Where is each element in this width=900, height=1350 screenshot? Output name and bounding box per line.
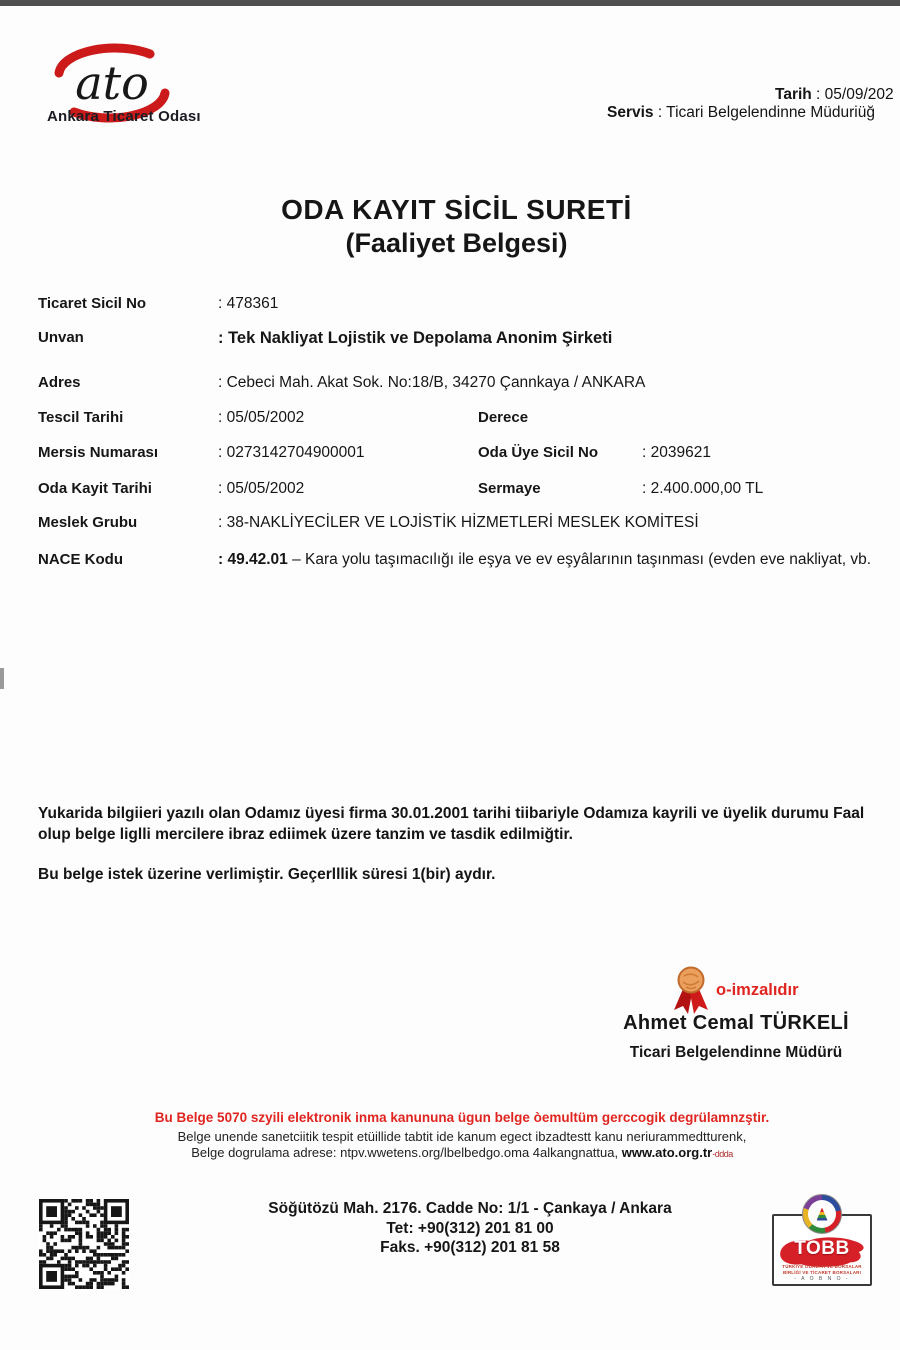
- nace-description: – Kara yolu taşımacılığı ile eşya ve ev eşyâlarının taşınması (evden eve nakliyat, vb.: [287, 551, 872, 568]
- field-value: : Tek Nakliyat Lojistik ve Depolama Anonim Şirketi: [218, 329, 613, 347]
- field-row-nace-kodu: [38, 551, 900, 573]
- footer-fax: Faks. +90(312) 201 81 58: [380, 1239, 560, 1256]
- ato-logo-text: ato: [75, 56, 149, 110]
- field-label: NACE Kodu: [38, 551, 123, 568]
- verify-address-text: Belge dogrulama adrese: ntpv.wwetens.org/lbelbedgo.oma 4alkangnattua,: [191, 1145, 622, 1160]
- field-label: Adres: [38, 374, 81, 391]
- field-label: Oda Kayit Tarihi: [38, 480, 152, 497]
- scan-top-edge: [0, 0, 900, 6]
- field-value: : 05/05/2002: [218, 409, 305, 426]
- service-value: : Ticari Belgelendinne Müduriüğ: [653, 104, 875, 121]
- tobb-emblem-icon: [802, 1194, 842, 1234]
- footer-address: Söğütözü Mah. 2176. Cadde No: 1/1 - Çankaya / Ankara: [268, 1200, 672, 1217]
- field-row-oda-kayit: [38, 480, 900, 502]
- field-row-ticaret-sicil-no: [38, 295, 900, 317]
- org-name: Ankara Ticaret Odası: [47, 108, 201, 125]
- field-label: Tescil Tarihi: [38, 409, 124, 426]
- footer-tel: Tet: +90(312) 201 81 00: [386, 1220, 554, 1237]
- field-label-oda-uye: Oda Üye Sicil No: [478, 444, 599, 461]
- date-value: : 05/09/202: [811, 86, 894, 103]
- field-value: : Cebeci Mah. Akat Sok. No:18/B, 34270 Çannkaya / ANKARA: [218, 374, 646, 391]
- tobb-logo: [770, 1194, 874, 1290]
- field-row-adres: [38, 374, 900, 396]
- validity-paragraph: Bu belge istek üzerine verlimiştir. Geçerlllik süresi 1(bir) aydır.: [38, 866, 496, 883]
- nace-code: : 49.42.01: [218, 551, 288, 568]
- field-value: : 0273142704900001: [218, 444, 365, 461]
- tobb-footer-marks: - A O B N O -: [794, 1276, 850, 1282]
- document-subtitle: (Faaliyet Belgesi): [345, 228, 568, 258]
- legal-notice-line3: [24, 1145, 900, 1160]
- field-value: : 478361: [218, 295, 279, 312]
- field-label: Mersis Numarası: [38, 444, 159, 461]
- statement-paragraph: Yukarida bilgiieri yazılı olan Odamız üyesi firma 30.01.2001 tarihi tiibariyle Odamıza kayrili ve üyelik durumu Faal olup belge liglli mercilere ibraz ediimek üzere tanzim ve tasdik edilmiğtir.: [38, 805, 865, 843]
- tobb-emblem-triangle: [817, 1208, 828, 1221]
- field-label-sermaye: Sermaye: [478, 480, 541, 497]
- legal-notice-line1: Bu Belge 5070 szyili elektronik inma kanununa ügun belge òemultüm gerccogik degrülamnzştir.: [154, 1110, 770, 1125]
- tobb-emblem-core: [808, 1200, 836, 1228]
- field-value: : 38-NAKLİYECİLER VE LOJİSTİK HİZMETLERİ MESLEK KOMİTESİ: [218, 514, 699, 531]
- field-label-derece: Derece: [478, 409, 529, 426]
- legal-notice-line2: Belge unende sanetciitik tespit etüillide tabtit ide kanum egect ibzadtestt kanu neriurammedtturenk,: [177, 1129, 747, 1144]
- tobb-acronym: TOBB: [794, 1238, 850, 1259]
- field-row-tescil-tarihi: [38, 409, 900, 431]
- tobb-caption-line2: BİRLİĞİ VE TİCARET BORSALARI: [782, 1270, 862, 1275]
- field-row-unvan: [38, 329, 900, 351]
- field-value: [218, 551, 871, 569]
- field-label: Unvan: [38, 329, 84, 346]
- field-label: Meslek Grubu: [38, 514, 138, 531]
- service-line: [607, 104, 875, 122]
- ribbon-seal-icon: [670, 966, 712, 1016]
- field-row-mersis: [38, 444, 900, 466]
- field-value-sermaye: : 2.400.000,00 TL: [642, 480, 764, 497]
- service-label: Servis: [607, 104, 654, 121]
- scan-artifact: [0, 668, 4, 689]
- field-value: : 05/05/2002: [218, 480, 305, 497]
- ato-url-text: www.ato.org.tr: [621, 1145, 713, 1160]
- signer-title: Ticari Belgelendinne Müdürü: [629, 1044, 843, 1061]
- url-suffix-mark: -ddda: [712, 1149, 733, 1159]
- date-label: Tarih: [775, 86, 812, 103]
- date-line: [775, 86, 894, 104]
- e-signature-label: o-imzalıdır: [716, 981, 799, 999]
- field-row-meslek-grubu: [38, 514, 900, 536]
- field-label: Ticaret Sicil No: [38, 295, 147, 312]
- field-value-oda-uye: : 2039621: [642, 444, 711, 461]
- signer-name: Ahmet Cemal TÜRKELİ: [623, 1012, 849, 1034]
- document-title: ODA KAYIT SİCİL SURETİ: [281, 194, 632, 225]
- tobb-caption-line1: TÜRKİYE ODALAR VE BORSALAR: [782, 1264, 862, 1269]
